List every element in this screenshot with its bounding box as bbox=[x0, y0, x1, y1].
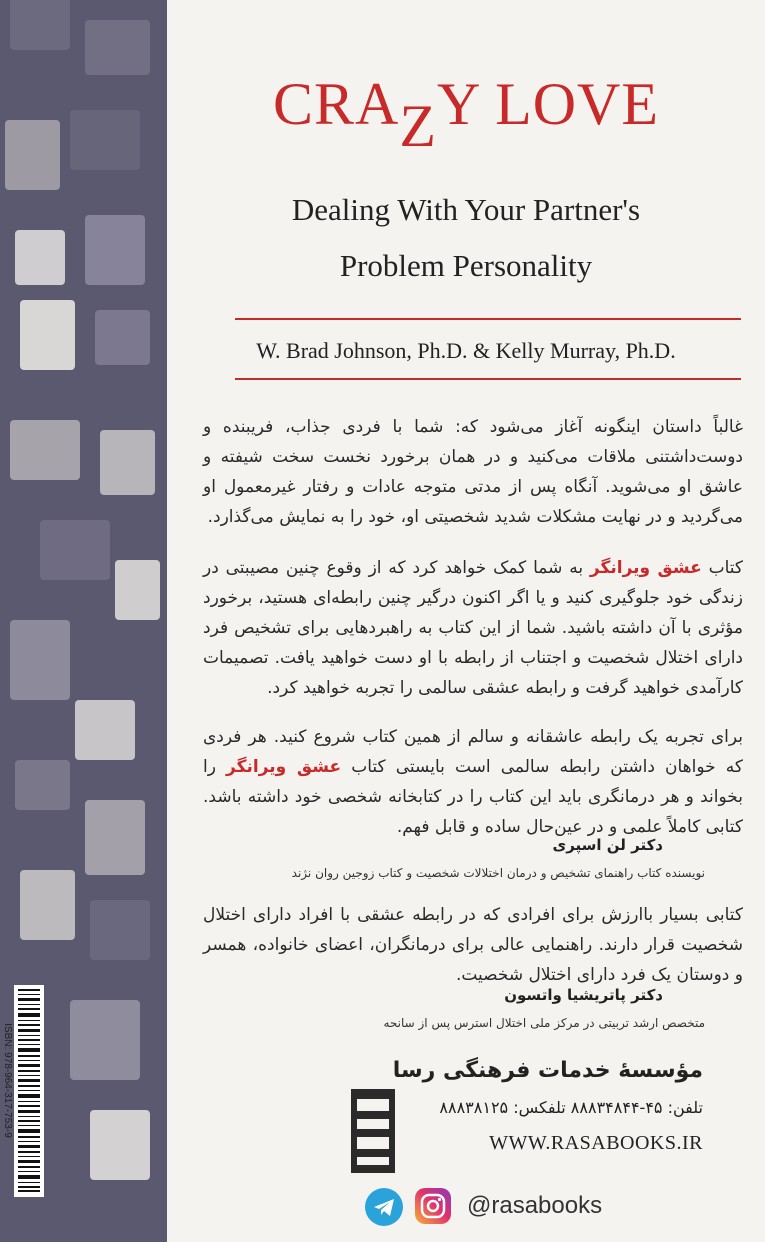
social-handle[interactable]: @rasabooks bbox=[467, 1192, 603, 1219]
back-cover bbox=[167, 0, 765, 1242]
barcode bbox=[14, 985, 44, 1197]
telegram-icon[interactable] bbox=[365, 1188, 403, 1226]
barcode-bars bbox=[14, 985, 44, 1197]
quote-1-credential: نویسنده کتاب راهنمای تشخیص و درمان اختلالات شخصیت و کتاب زوجین روان نژند bbox=[291, 866, 705, 880]
publisher-phones: تلفن: ۴۵-۸۸۸۳۴۸۴۴ تلفکس: ۸۸۸۳۸۱۲۵ bbox=[439, 1098, 703, 1117]
quote-2: کتابی بسیار باارزش برای افرادی که در رابطه عشقی با افراد دارای اختلال شخصیت قرار دارند. راهنمایی عالی برای درمانگران، اعضای خانواده، همسر و دوستان یک فرد دارای اختلال شخصیت. bbox=[203, 905, 743, 985]
quote-2-author: دکتر پاتریشیا واتسون bbox=[504, 986, 663, 1004]
quote-1-author: دکتر لن اسپری bbox=[552, 836, 663, 854]
isbn-label: ISBN: 978-964-317-753-9 bbox=[2, 1023, 13, 1138]
book-title-fa: عشق ویرانگر bbox=[589, 558, 702, 578]
publisher-website[interactable]: WWW.RASABOOKS.IR bbox=[489, 1132, 703, 1154]
divider-top bbox=[235, 318, 741, 320]
book-title-fa-2: عشق ویرانگر bbox=[226, 757, 342, 777]
divider-bottom bbox=[235, 378, 741, 380]
authors: W. Brad Johnson, Ph.D. & Kelly Murray, Ph.D. bbox=[256, 338, 676, 363]
book-title: CRAZY LOVE bbox=[272, 71, 660, 159]
quote-1: برای تجربه یک رابطه عاشقانه و سالم از همین کتاب شروع کنید. هر فردی که خواهان داشتن رابطه سالمی است بایستی کتاب عشق ویرانگر را بخواند و هر درمانگری باید این کتاب را در کتابخانه شخصی خود داشته باشد. کتابی کاملاً علمی و در عین‌حال ساده و قابل فهم. bbox=[203, 727, 743, 837]
rasa-logo-icon bbox=[347, 1085, 399, 1177]
subtitle-line-1: Dealing With Your Partner's bbox=[291, 192, 641, 227]
publisher-name: مؤسسهٔ خدمات فرهنگی رسا bbox=[392, 1058, 703, 1083]
blurb-paragraph-1: غالباً داستان اینگونه آغاز می‌شود که: شما با فردی جذاب، فریبنده و دوست‌داشتنی ملاقات می‌کنید و در همان برخورد نخست سخت شیفته و عاشق او می‌شوید. آنگاه پس از مدتی متوجه عادات و رفتار غیرمعمول او می‌گردید و در نهایت مشکلات شدید شخصیتی او، خود را به نمایش می‌گذارد. bbox=[203, 417, 743, 527]
subtitle-line-2: Problem Personality bbox=[339, 248, 593, 283]
quote-2-credential: متخصص ارشد تربیتی در مرکز ملی اختلال استرس پس از سانحه bbox=[383, 1016, 705, 1030]
blurb-paragraph-2: کتاب عشق ویرانگر به شما کمک خواهد کرد که از وقوع چنین مصیبتی در زندگی خود جلوگیری کنید و یا اگر اکنون درگیر چنین رابطه‌ای هستید، برخورد مؤثری با آن داشته باشید. شما از این کتاب به راهبردهایی برای تشخیص فرد دارای اختلال شخصیت و اجتناب از رابطه با او دست خواهید یافت. تصمیمات کارآمدی خواهید گرفت و رابطه عشقی سالمی را تجربه خواهید کرد. bbox=[203, 558, 743, 698]
instagram-icon[interactable] bbox=[415, 1188, 451, 1224]
